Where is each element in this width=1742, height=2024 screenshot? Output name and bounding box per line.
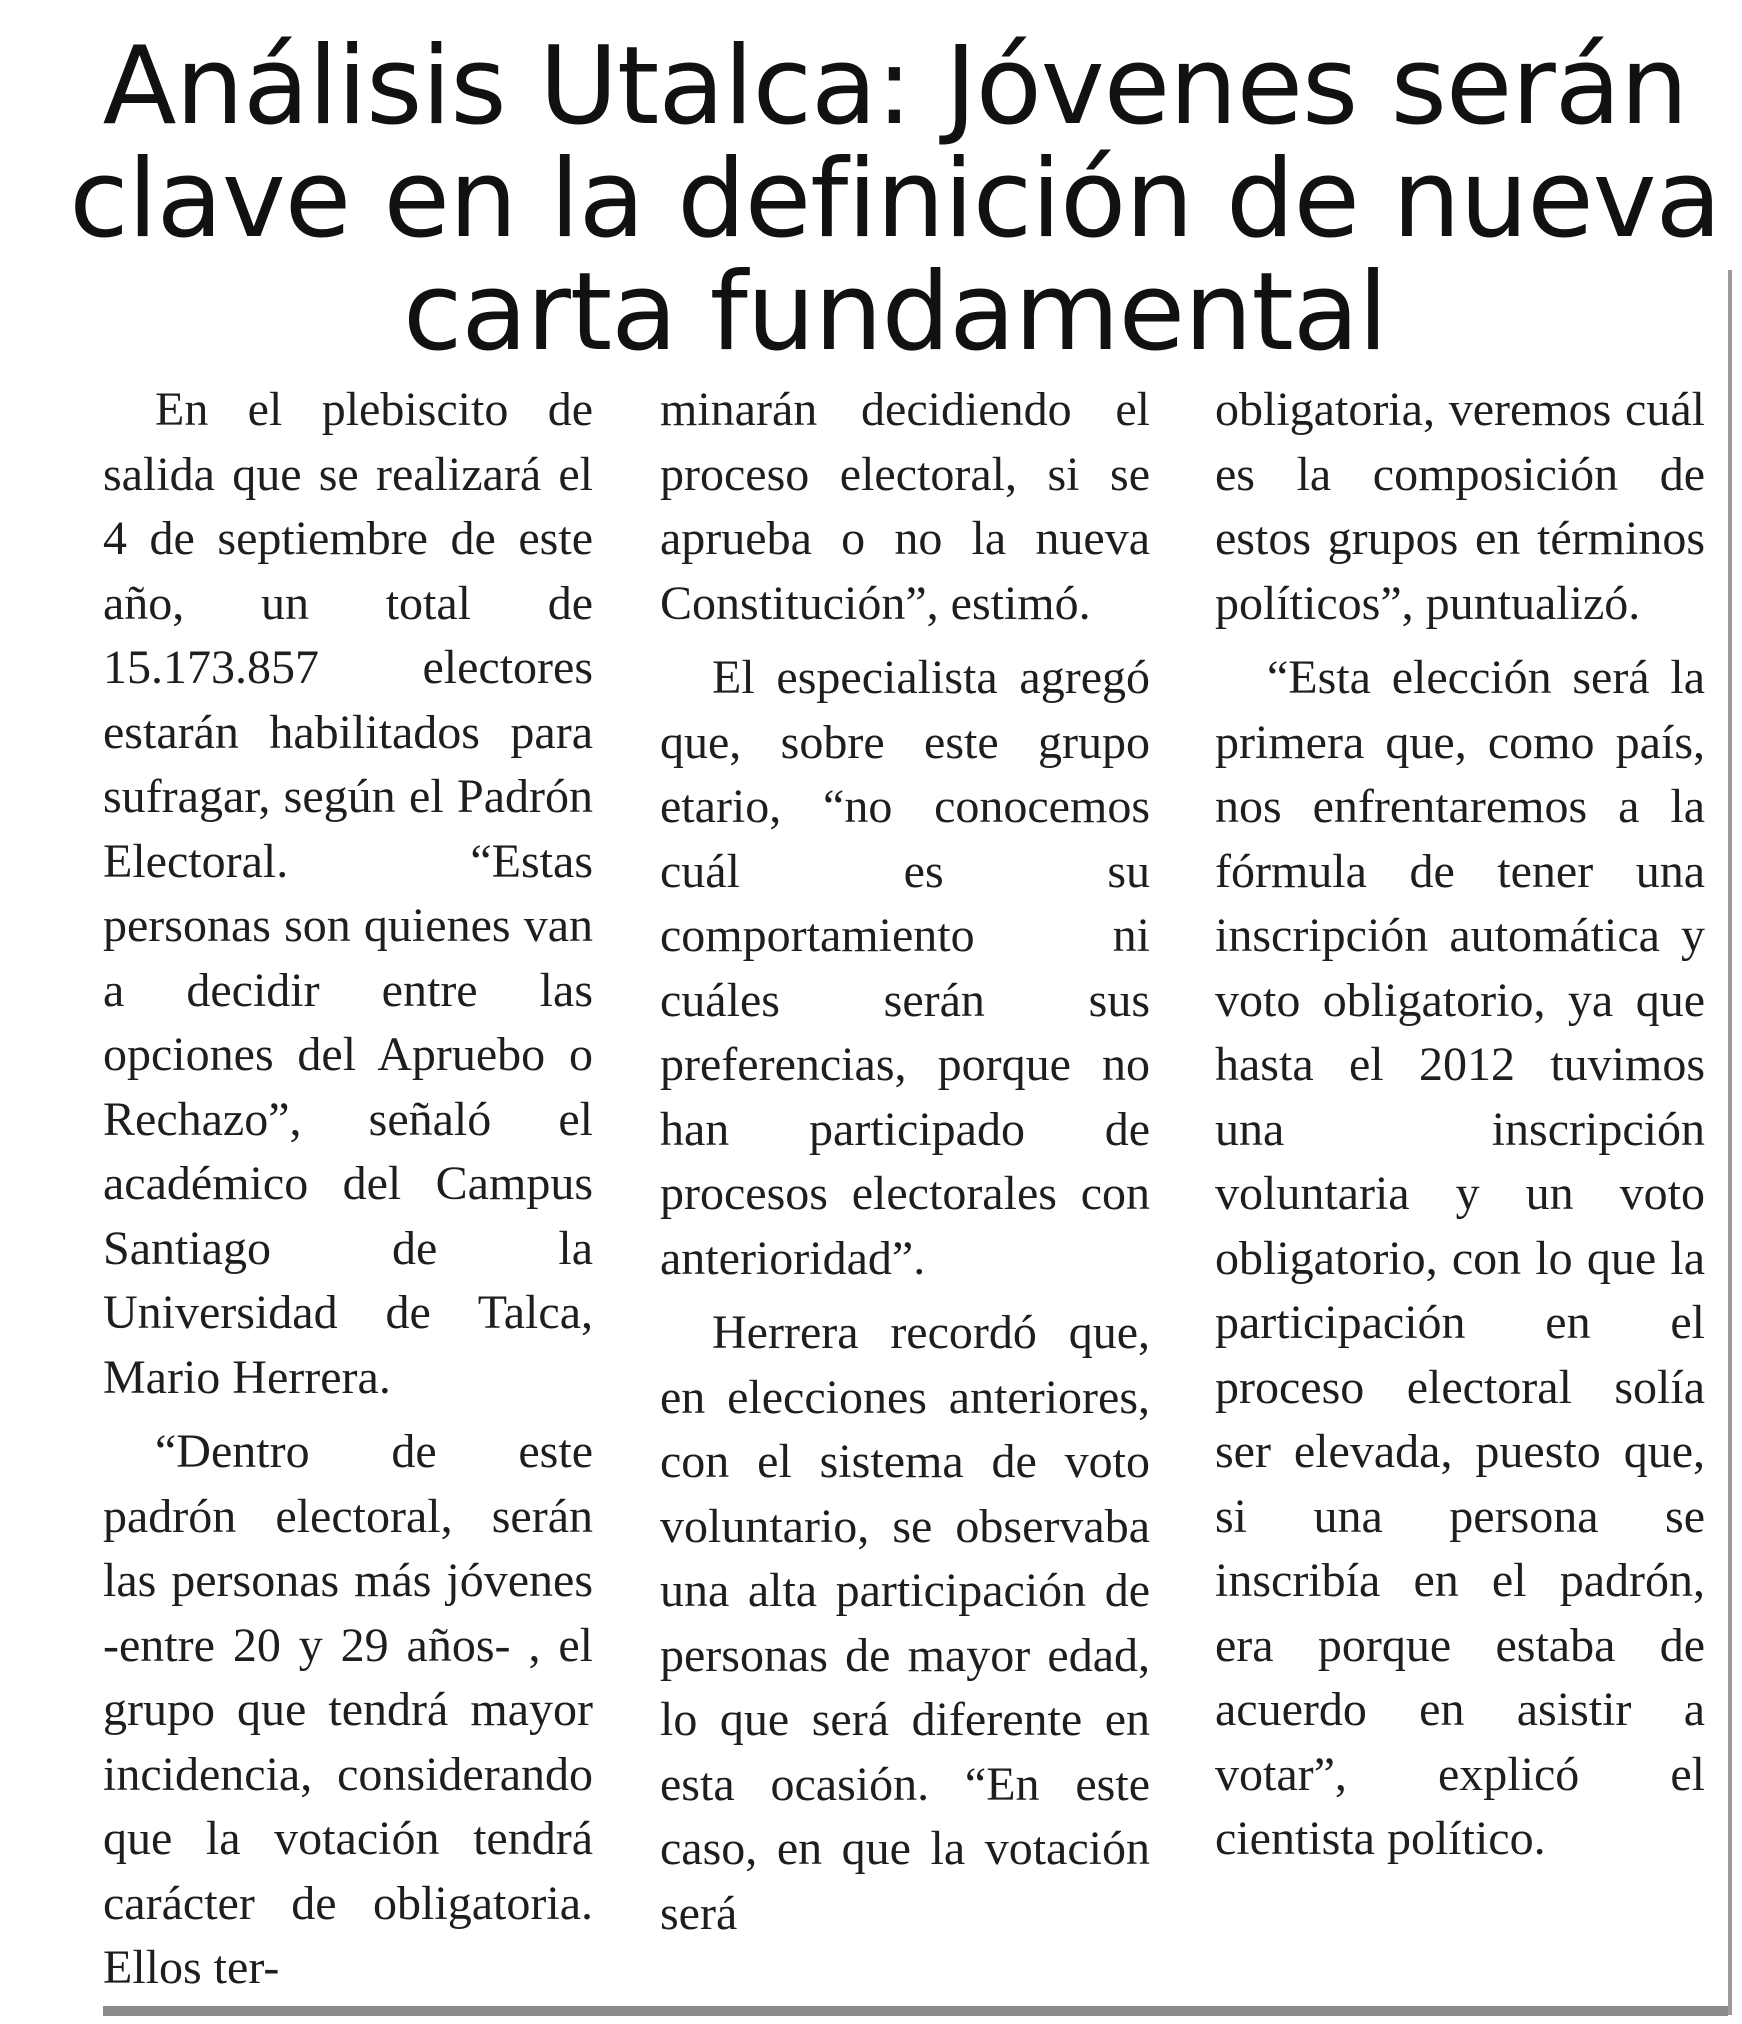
headline xyxy=(60,24,1730,375)
article-column-3 xyxy=(1215,378,1705,1872)
bottom-rule xyxy=(103,2006,1728,2016)
paragraph: “Esta elección será la primera que, como país, nos enfrentaremos a la fórmula de tener una inscripción automática y voto obligatorio, ya que hasta el 2012 tuvimos una inscripción voluntaria y un voto obligatorio, con lo que la participación en el proceso electoral solía ser elevada, puesto que, si una persona se inscribía en el padrón, era porque estaba de acuerdo en asistir a votar”, explicó el cientista político. xyxy=(1215,651,1705,1865)
headline-line-2: clave en la definición de nueva xyxy=(69,137,1721,262)
paragraph: El especialista agregó que, sobre este grupo etario, “no conocemos cuál es su comportamiento ni cuáles serán sus preferencias, porque no han participado de procesos electorales con anterioridad”. xyxy=(660,651,1150,1285)
paragraph-continued: minarán decidiendo el proceso electoral, si se aprueba o no la nueva Constitución”, estimó. xyxy=(660,383,1150,630)
clipping-edge-right xyxy=(1728,270,1732,2015)
headline-line-3: carta fundamental xyxy=(402,250,1388,375)
article-column-2 xyxy=(660,378,1150,1946)
article-column-1 xyxy=(103,378,593,2001)
paragraph: Herrera recordó que, en elecciones anteriores, con el sistema de voto voluntario, se observaba una alta participación de personas de mayor edad, lo que será diferente en esta ocasión. “En este caso, en que la votación será xyxy=(660,1306,1150,1940)
paragraph: “Dentro de este padrón electoral, serán las personas más jóvenes -entre 20 y 29 años- , el grupo que tendrá mayor incidencia, considerando que la votación tendrá carácter de obligatoria. Ellos ter- xyxy=(103,1425,593,1994)
paragraph-continued: obligatoria, veremos cuál es la composición de estos grupos en términos políticos”, puntualizó. xyxy=(1215,383,1705,630)
paragraph: En el plebiscito de salida que se realizará el 4 de septiembre de este año, un total de 15.173.857 electores estarán habilitados para sufragar, según el Padrón Electoral. “Estas personas son quienes van a decidir entre las opciones del Apruebo o Rechazo”, señaló el académico del Campus Santiago de la Universidad de Talca, Mario Herrera. xyxy=(103,383,593,1404)
headline-line-1: Análisis Utalca: Jóvenes serán xyxy=(102,24,1688,149)
